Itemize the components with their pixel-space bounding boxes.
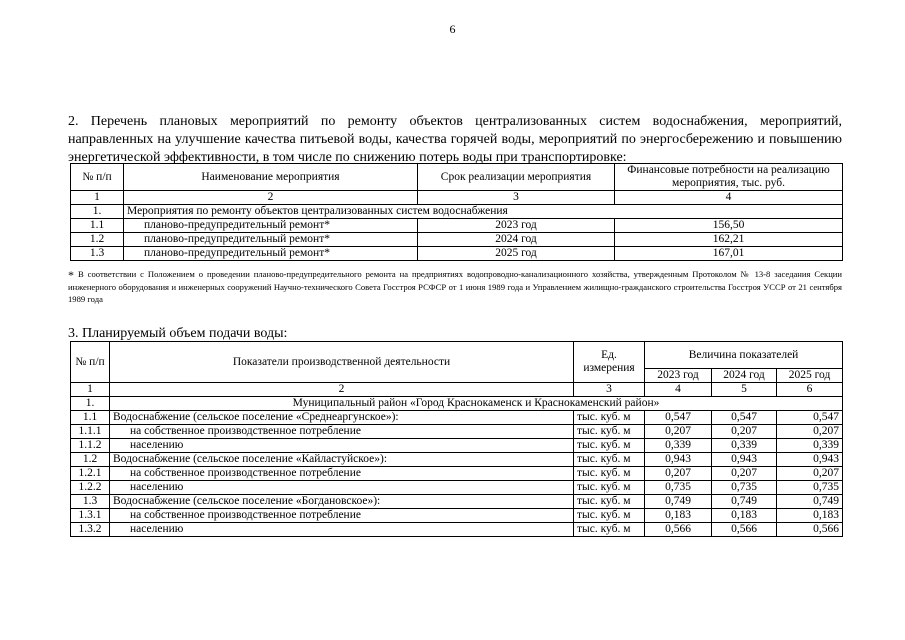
header-year: 2025 год (777, 369, 843, 383)
table2-header-row (71, 164, 843, 191)
col-number: 6 (777, 383, 843, 397)
table-row (71, 411, 843, 425)
value-2025: 0,749 (777, 495, 843, 509)
value-2024: 0,943 (712, 453, 777, 467)
table-row (71, 425, 843, 439)
table3-column-numbers-row (71, 383, 843, 397)
row-num: 1.2 (71, 453, 110, 467)
section2-title: 2. Перечень плановых мероприятий по ремонту объектов централизованных систем водоснабжения, мероприятий, направленных на улучшение качества питьевой воды, качества горячей воды, мероприятий по энергосбережению и повышению энергетической эффективности, в том числе по снижению потерь воды при транспортировке: (68, 114, 842, 165)
value-2025: 0,547 (777, 411, 843, 425)
col-number: 4 (645, 383, 712, 397)
measure-name: планово-предупредительный ремонт* (124, 219, 418, 233)
value-2025: 0,207 (777, 467, 843, 481)
value-2023: 0,183 (645, 509, 712, 523)
footnote-star: * (68, 268, 74, 282)
header-term: Срок реализации мероприятия (418, 164, 615, 191)
value-2023: 0,547 (645, 411, 712, 425)
row-num: 1.1 (71, 411, 110, 425)
col-number: 1 (71, 383, 110, 397)
row-num: 1.2 (71, 233, 124, 247)
measure-name: планово-предупредительный ремонт* (124, 233, 418, 247)
indicator-name: Водоснабжение (сельское поселение «Кайластуйское»): (110, 453, 574, 467)
group-label: Муниципальный район «Город Краснокаменск и Краснокаменский район» (110, 397, 843, 411)
unit: тыс. куб. м (574, 523, 645, 537)
indicator-name: населению (110, 481, 574, 495)
header-indicator: Показатели производственной деятельности (110, 342, 574, 383)
value-2024: 0,183 (712, 509, 777, 523)
row-num: 1.1 (71, 219, 124, 233)
measure-amount: 167,01 (615, 247, 843, 261)
row-num: 1.1.1 (71, 425, 110, 439)
value-2025: 0,943 (777, 453, 843, 467)
header-financial-needs: Финансовые потребности на реализацию мероприятия, тыс. руб. (615, 164, 843, 191)
value-2023: 0,566 (645, 523, 712, 537)
row-num: 1.3.2 (71, 523, 110, 537)
row-num: 1.2.1 (71, 467, 110, 481)
unit: тыс. куб. м (574, 439, 645, 453)
value-2024: 0,339 (712, 439, 777, 453)
measure-term: 2024 год (418, 233, 615, 247)
row-num: 1.3 (71, 495, 110, 509)
table-row (71, 233, 843, 247)
table2-column-numbers-row (71, 191, 843, 205)
measure-term: 2025 год (418, 247, 615, 261)
table-row (71, 439, 843, 453)
unit: тыс. куб. м (574, 453, 645, 467)
value-2024: 0,735 (712, 481, 777, 495)
measure-amount: 162,21 (615, 233, 843, 247)
value-2024: 0,566 (712, 523, 777, 537)
value-2023: 0,339 (645, 439, 712, 453)
indicator-name: Водоснабжение (сельское поселение «Богдановское»): (110, 495, 574, 509)
value-2023: 0,207 (645, 467, 712, 481)
table-row (71, 247, 843, 261)
table-row (71, 495, 843, 509)
indicator-name: на собственное производственное потребление (110, 467, 574, 481)
table-row (71, 523, 843, 537)
header-num: № п/п (71, 342, 110, 383)
value-2025: 0,183 (777, 509, 843, 523)
row-num: 1.3.1 (71, 509, 110, 523)
value-2024: 0,547 (712, 411, 777, 425)
row-num: 1.2.2 (71, 481, 110, 495)
value-2025: 0,339 (777, 439, 843, 453)
value-2025: 0,735 (777, 481, 843, 495)
group-label: Мероприятия по ремонту объектов централизованных систем водоснабжения (124, 205, 843, 219)
measure-name: планово-предупредительный ремонт* (124, 247, 418, 261)
indicator-name: на собственное производственное потребление (110, 509, 574, 523)
table3-header-row (71, 342, 843, 369)
table2-group-row (71, 205, 843, 219)
unit: тыс. куб. м (574, 411, 645, 425)
footnote-text: В соответствии с Положением о проведении планово-предупредительного ремонта на предприятиях водопроводно-канализационного хозяйства, утвержденным Протоколом № 13-8 заседания Секции инженерного оборудования и инженерных сооружений Научно-технического Совета Госстроя РСФСР от 1 июня 1989 года и Управлением жилищно-гражданского строительства Госстроя УССР от 21 сентября 1989 года (68, 269, 842, 304)
header-num: № п/п (71, 164, 124, 191)
col-number: 3 (574, 383, 645, 397)
planned-measures-table (70, 163, 843, 261)
indicator-name: населению (110, 523, 574, 537)
page-number: 6 (449, 22, 456, 36)
header-values-group: Величина показателей (645, 342, 843, 369)
row-num: 1.3 (71, 247, 124, 261)
col-number: 1 (71, 191, 124, 205)
value-2023: 0,207 (645, 425, 712, 439)
unit: тыс. куб. м (574, 467, 645, 481)
indicator-name: Водоснабжение (сельское поселение «Среднеаргунское»): (110, 411, 574, 425)
table-row (71, 453, 843, 467)
header-measure-name: Наименование мероприятия (124, 164, 418, 191)
col-number: 2 (110, 383, 574, 397)
unit: тыс. куб. м (574, 425, 645, 439)
footnote (68, 268, 842, 305)
value-2024: 0,207 (712, 425, 777, 439)
unit: тыс. куб. м (574, 481, 645, 495)
water-supply-volume-table (70, 341, 843, 537)
unit: тыс. куб. м (574, 495, 645, 509)
table-row (71, 509, 843, 523)
section3-title: 3. Планируемый объем подачи воды: (68, 326, 288, 341)
measure-amount: 156,50 (615, 219, 843, 233)
value-2023: 0,749 (645, 495, 712, 509)
table-row (71, 481, 843, 495)
value-2023: 0,943 (645, 453, 712, 467)
table-row (71, 219, 843, 233)
value-2025: 0,566 (777, 523, 843, 537)
indicator-name: населению (110, 439, 574, 453)
table3-group-row (71, 397, 843, 411)
table-row (71, 467, 843, 481)
value-2023: 0,735 (645, 481, 712, 495)
group-num: 1. (71, 205, 124, 219)
col-number: 3 (418, 191, 615, 205)
col-number: 2 (124, 191, 418, 205)
value-2025: 0,207 (777, 425, 843, 439)
col-number: 4 (615, 191, 843, 205)
indicator-name: на собственное производственное потребление (110, 425, 574, 439)
col-number: 5 (712, 383, 777, 397)
measure-term: 2023 год (418, 219, 615, 233)
header-year: 2023 год (645, 369, 712, 383)
unit: тыс. куб. м (574, 509, 645, 523)
row-num: 1.1.2 (71, 439, 110, 453)
value-2024: 0,207 (712, 467, 777, 481)
value-2024: 0,749 (712, 495, 777, 509)
group-num: 1. (71, 397, 110, 411)
header-unit: Ед. измерения (574, 342, 645, 383)
header-year: 2024 год (712, 369, 777, 383)
